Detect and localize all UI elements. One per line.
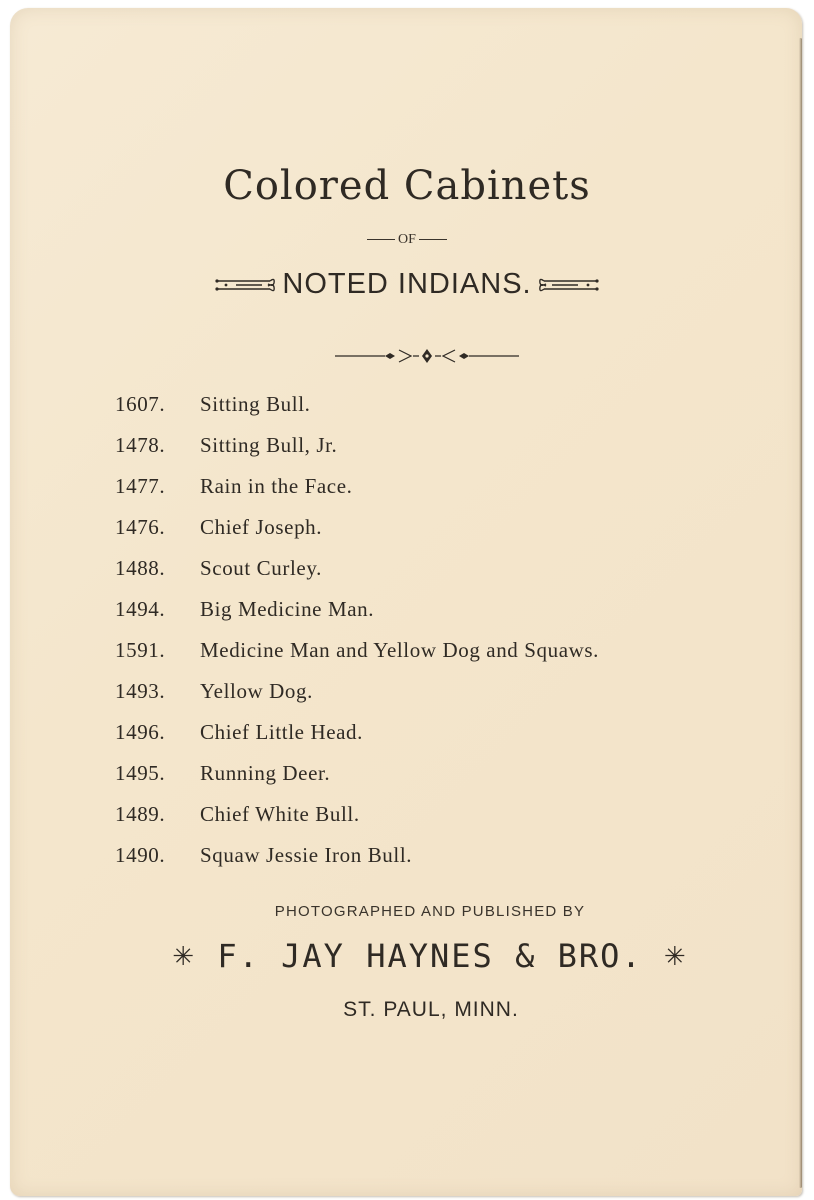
city-name: ST. PAUL, MINN. <box>343 998 519 1021</box>
list-item <box>115 761 755 802</box>
catalog-name: Sitting Bull, Jr. <box>200 433 338 457</box>
list-item <box>115 433 755 474</box>
list-item <box>115 720 755 761</box>
left-dash <box>367 239 395 240</box>
right-dash <box>419 239 447 240</box>
list-item <box>115 474 755 515</box>
catalog-number: 1476. <box>115 515 166 539</box>
catalog-number: 1607. <box>115 392 166 416</box>
list-item <box>115 392 755 433</box>
list-item <box>115 679 755 720</box>
list-item <box>115 638 755 679</box>
company-name: F. JAY HAYNES & BRO. <box>217 937 643 975</box>
star-icon: ✳ <box>172 942 197 972</box>
catalog-number: 1496. <box>115 720 166 744</box>
catalog-name: Chief White Bull. <box>200 802 360 826</box>
list-item <box>115 843 755 884</box>
catalog-number: 1489. <box>115 802 166 826</box>
catalog-name: Yellow Dog. <box>200 679 313 703</box>
catalog-number: 1477. <box>115 474 166 498</box>
publisher-caption: PHOTOGRAPHED AND PUBLISHED BY <box>274 903 586 920</box>
catalog-name: Squaw Jessie Iron Bull. <box>200 843 413 867</box>
catalog-name: Big Medicine Man. <box>200 597 375 621</box>
of-text: OF <box>398 232 416 247</box>
company-name-line <box>125 937 735 975</box>
catalog-number: 1488. <box>115 556 166 580</box>
list-item <box>115 515 755 556</box>
list-item <box>115 802 755 843</box>
catalog-number: 1478. <box>115 433 166 457</box>
of-connector <box>0 232 814 248</box>
catalog-name: Scout Curley. <box>200 556 322 580</box>
catalog-name: Running Deer. <box>200 761 331 785</box>
left-flourish-icon <box>214 274 276 296</box>
right-flourish-icon <box>538 274 600 296</box>
catalog-name: Chief Little Head. <box>200 720 363 744</box>
catalog-name: Rain in the Face. <box>200 474 353 498</box>
catalog-number: 1493. <box>115 679 166 703</box>
page-title: Colored Cabinets <box>223 163 591 209</box>
subtitle <box>0 268 814 301</box>
list-item <box>115 556 755 597</box>
list-item <box>115 597 755 638</box>
catalog-number: 1495. <box>115 761 166 785</box>
subtitle-text: NOTED INDIANS. <box>282 268 532 300</box>
catalog-number: 1591. <box>115 638 166 662</box>
catalog-number: 1494. <box>115 597 166 621</box>
star-icon: ✳ <box>663 942 688 972</box>
catalog-list <box>115 392 755 884</box>
catalog-name: Chief Joseph. <box>200 515 323 539</box>
catalog-name: Sitting Bull. <box>200 392 311 416</box>
ornamental-divider-icon <box>335 346 519 366</box>
catalog-name: Medicine Man and Yellow Dog and Squaws. <box>200 638 600 662</box>
catalog-number: 1490. <box>115 843 166 867</box>
